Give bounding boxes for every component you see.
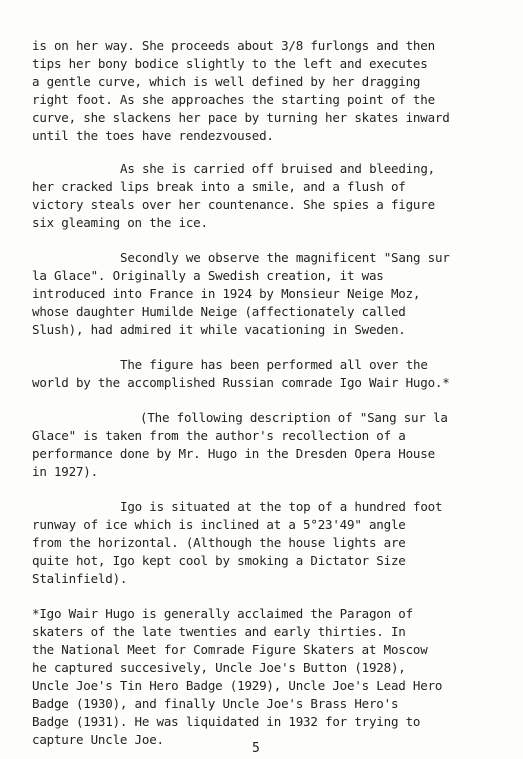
text-line: right foot. As she approaches the starting point of the bbox=[32, 92, 435, 107]
text-line: curve, she slackens her pace by turning her skates inward bbox=[32, 110, 450, 125]
footnote-line: *Igo Wair Hugo is generally acclaimed the Paragon of bbox=[32, 606, 413, 621]
text-line: is on her way. She proceeds about 3/8 furlongs and then bbox=[32, 38, 435, 53]
text-line: quite hot, Igo kept cool by smoking a Dictator Size bbox=[32, 553, 406, 568]
text-line: Stalinfield). bbox=[32, 571, 128, 586]
text-line: tips her bony bodice slightly to the left and executes bbox=[32, 56, 428, 71]
text-line: whose daughter Humilde Neige (affectionately called bbox=[32, 304, 406, 319]
text-line: performance done by Mr. Hugo in the Dresden Opera House bbox=[32, 446, 435, 461]
text-line: runway of ice which is inclined at a 5°23'49" angle bbox=[32, 517, 406, 532]
footnote-line: Badge (1931). He was liquidated in 1932 for trying to bbox=[32, 714, 421, 729]
text-line: Igo is situated at the top of a hundred foot bbox=[120, 499, 443, 514]
text-line: (The following description of "Sang sur la bbox=[140, 410, 448, 425]
text-line: Glace" is taken from the author's recollection of a bbox=[32, 428, 406, 443]
footnote-line: Badge (1930), and finally Uncle Joe's Brass Hero's bbox=[32, 696, 399, 711]
footnote-line: capture Uncle Joe. bbox=[32, 732, 164, 747]
text-line: As she is carried off bruised and bleeding, bbox=[120, 161, 436, 176]
text-line: la Glace". Originally a Swedish creation, it was bbox=[32, 268, 384, 283]
footnote-line: he captured succesively, Uncle Joe's Button (1928), bbox=[32, 660, 406, 675]
text-line: her cracked lips break into a smile, and a flush of bbox=[32, 179, 406, 194]
text-line: from the horizontal. (Although the house lights are bbox=[32, 535, 406, 550]
text-line: victory steals over her countenance. She spies a figure bbox=[32, 197, 435, 212]
text-line: until the toes have rendezvoused. bbox=[32, 128, 274, 143]
text-line: The figure has been performed all over the bbox=[120, 357, 428, 372]
text-line: introduced into France in 1924 by Monsieur Neige Moz, bbox=[32, 286, 421, 301]
text-line: a gentle curve, which is well defined by her dragging bbox=[32, 74, 421, 89]
text-line: Secondly we observe the magnificent "Sang sur bbox=[120, 250, 450, 265]
text-line: six gleaming on the ice. bbox=[32, 215, 208, 230]
footnote-line: Uncle Joe's Tin Hero Badge (1929), Uncle Joe's Lead Hero bbox=[32, 678, 443, 693]
footnote-line: the National Meet for Comrade Figure Skaters at Moscow bbox=[32, 642, 428, 657]
footnote-line: skaters of the late twenties and early thirties. In bbox=[32, 624, 406, 639]
page-number: 5 bbox=[252, 741, 260, 756]
text-line: Slush), had admired it while vacationing in Sweden. bbox=[32, 322, 406, 337]
text-line: world by the accomplished Russian comrade Igo Wair Hugo.* bbox=[32, 375, 450, 390]
text-line: in 1927). bbox=[32, 464, 98, 479]
